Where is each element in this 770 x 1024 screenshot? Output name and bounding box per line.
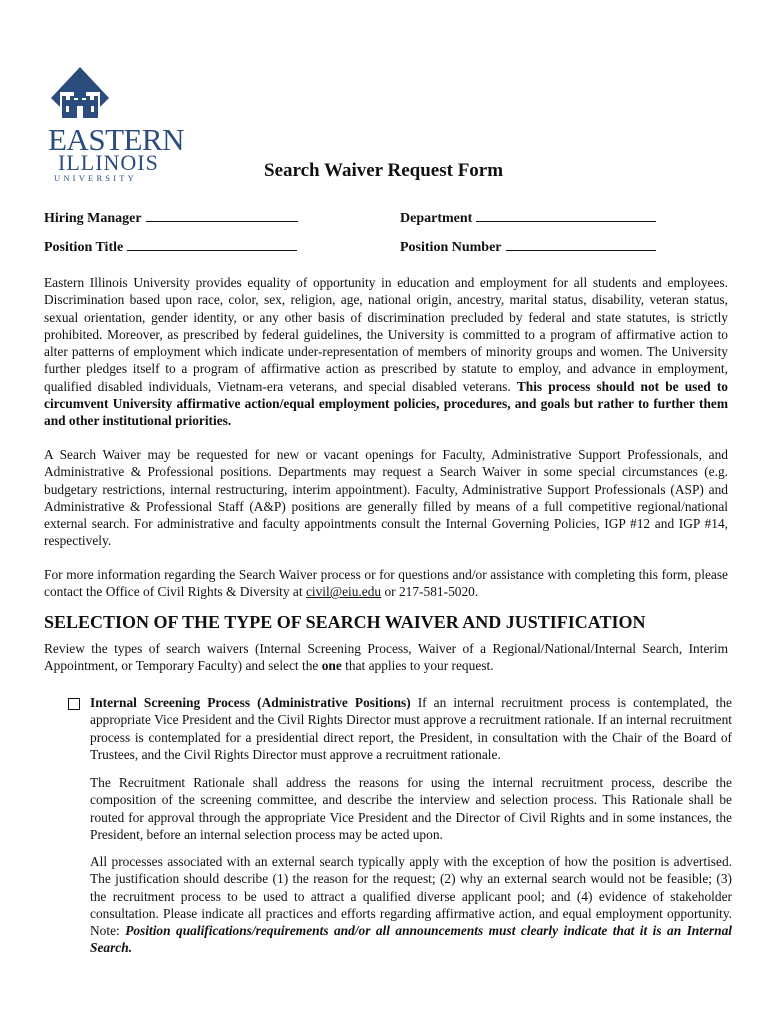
form-title: Search Waiver Request Form: [264, 160, 504, 181]
internal-screening-text: If an internal recruitment process is contemplated, the appropriate Vice President and the Civil Rights Director must approve a recruitment rationale. If an internal recruitment process is contemplated for a presidential direct report, the President, in consultation with the Chair of the Board of Trustees, and the Civil Rights Director must approve a recruitment rationale.: [90, 695, 732, 762]
hiring-manager-input-line[interactable]: [146, 209, 298, 222]
logo-word-illinois: ILLINOIS: [58, 150, 159, 175]
internal-screening-label: Internal Screening Process (Administrative Positions): [90, 695, 411, 710]
position-number-label: Position Number: [400, 240, 502, 255]
review-bold-one: one: [321, 658, 342, 674]
position-title-label: Position Title: [44, 240, 124, 255]
department-label: Department: [400, 211, 473, 226]
internal-screening-option: [90, 694, 732, 763]
position-title-field: [44, 238, 297, 257]
position-title-input-line[interactable]: [127, 238, 297, 251]
logo-word-university: UNIVERSITY: [54, 173, 137, 183]
position-number-field: [400, 238, 656, 257]
hiring-manager-label: Hiring Manager: [44, 211, 142, 226]
section-heading: SELECTION OF THE TYPE OF SEARCH WAIVER AND JUSTIFICATION: [44, 612, 646, 632]
review-paragraph: [44, 640, 728, 675]
hiring-manager-field: [44, 209, 298, 228]
contact-paragraph: [44, 566, 728, 601]
contact-phone: or 217-581-5020.: [381, 584, 479, 600]
recruitment-rationale-paragraph: The Recruitment Rationale shall address the reasons for using the internal recruitment process, describe the composition of the screening committee, and describe the interview and selection process. This Rationale shall be routed for approval through the appropriate Vice President and the Director of Civil Rights and in some instances, the President, before an internal selection process may be acted upon.: [90, 775, 732, 842]
position-number-input-line[interactable]: [506, 238, 656, 251]
review-text: Review the types of search waivers (Internal Screening Process, Waiver of a Regional/National/Internal Search, Interim Appointment, or Temporary Faculty) and select the: [44, 641, 728, 674]
eeo-bold-text: This process should not be used to circumvent University affirmative action/equal employment policies, procedures, and goals but rather to further them and other institutional priorities.: [44, 378, 728, 429]
contact-text: For more information regarding the Search Waiver process or for questions and/or assistance with completing this form, please contact the Office of Civil Rights & Diversity at: [44, 567, 728, 600]
department-input-line[interactable]: [476, 209, 656, 222]
castle-tower-icon: [46, 66, 126, 124]
department-field: [400, 209, 656, 228]
logo-word-eastern: EASTERN: [48, 122, 184, 157]
email-link[interactable]: civil@eiu.edu: [305, 584, 382, 600]
eeo-text: Eastern Illinois University provides equality of opportunity in education and employment for all students and employees. Discrimination based upon race, color, sex, religion, age, national origin, ancestry, marital status, disability, veteran status, sexual orientation, gender identity, or any other basis of discrimination precluded by federal and state statutes, is strictly prohibited. Moreover, as prescribed by federal guidelines, the University is committed to a program of affirmative action to alter patterns of employment which indicate under-representation of members of minority groups and women. The University further pledges itself to a program of affirmative action as prescribed by statute to employ, and advance in employment, qualified disabled individuals, Vietnam-era veterans, and special disabled veterans.: [44, 275, 728, 394]
eeo-statement: [44, 274, 728, 430]
internal-screening-checkbox[interactable]: [68, 698, 80, 710]
processes-text: All processes associated with an external search typically apply with the exception of how the position is advertised. The justification should describe (1) the reason for the request; (2) why an external search would not be feasible; (3) the recruitment process to be used to attract a qualified diverse applicant pool; and (4) evidence of stakeholder consultation. Please indicate all practices and efforts regarding affirmative action, and equal employment opportunity. Note:: [90, 854, 732, 939]
search-waiver-paragraph: A Search Waiver may be requested for new or vacant openings for Faculty, Administrative Support Professionals, and Administrative & Professional positions. Departments may request a Search Waiver in some special circumstances (e.g. budgetary restrictions, internal restructuring, interim appointment). Faculty, Administrative Support Professionals (ASP) and Administrative & Professional Staff (A&P) positions are generally filled by means of a full competitive regional/national external search. For administrative and faculty appointments consult the Internal Governing Policies, IGP #12 and IGP #14, respectively.: [44, 447, 728, 549]
review-tail: that applies to your request.: [341, 658, 494, 674]
external-processes-paragraph: [90, 853, 732, 957]
internal-search-note: Position qualifications/requirements and/or all announcements must clearly indicate that it is an Internal Search.: [90, 923, 732, 956]
university-logo: [44, 66, 184, 183]
